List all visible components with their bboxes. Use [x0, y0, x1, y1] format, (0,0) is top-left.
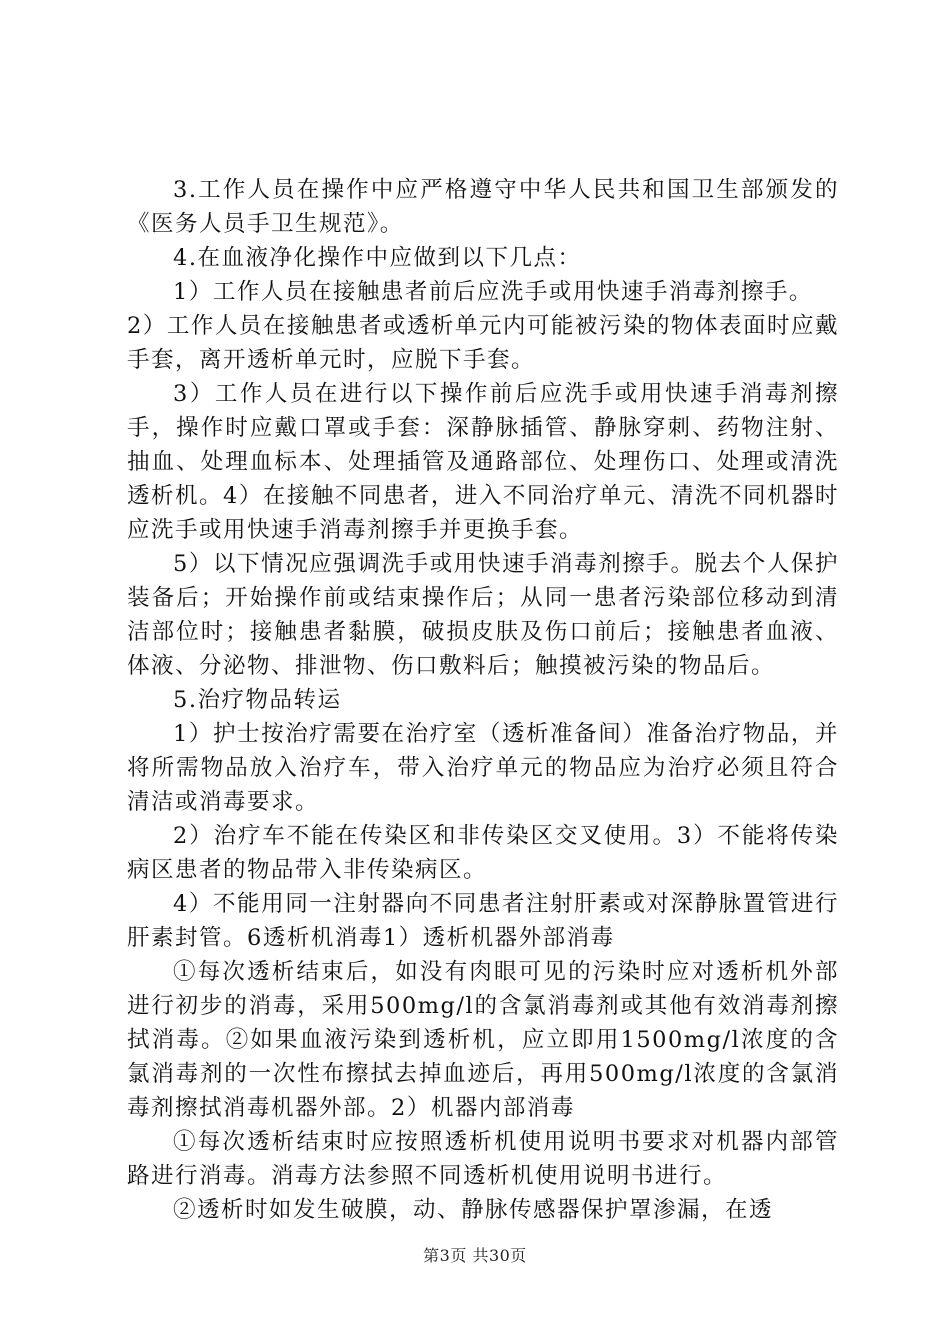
page-number-footer: 第3页 共30页: [423, 1246, 527, 1265]
paragraph-point-5: 5）以下情况应强调洗手或用快速手消毒剂擦手。脱去个人保护装备后；开始操作前或结束操作后；从同一患者污染部位移动到清洁部位时；接触患者黏膜，破损皮肤及伤口前后；接触患者血液、体液、分泌物、排泄物、伤口敷料后；触摸被污染的物品后。: [127, 551, 839, 679]
section-heading-transfer: 5.治疗物品转运: [173, 687, 342, 713]
paragraph-hand-hygiene-standard: 3.工作人员在操作中应严格遵守中华人民共和国卫生部颁发的《医务人员手卫生规范》。: [127, 177, 839, 237]
paragraph-external-disinfection: ①每次透析结束后，如没有肉眼可见的污染时应对透析机外部进行初步的消毒，采用500mg/l的含氯消毒剂或其他有效消毒剂擦拭消毒。②如果血液污染到透析机，应立即用1500mg/l浓度的含氯消毒剂的一次性布擦拭去掉血迹后，再用500mg/l浓度的含氯消毒剂擦拭消毒机器外部。2）机器内部消毒: [127, 959, 839, 1121]
paragraph-point-2: 2）工作人员在接触患者或透析单元内可能被污染的物体表面时应戴手套，离开透析单元时，应脱下手套。: [127, 313, 839, 373]
paragraph-point-3-4: 3）工作人员在进行以下操作前后应洗手或用快速手消毒剂擦手，操作时应戴口罩或手套：深静脉插管、静脉穿刺、药物注射、抽血、处理血标本、处理插管及通路部位、处理伤口、处理或清洗透析机。4）在接触不同患者，进入不同治疗单元、清洗不同机器时应洗手或用快速手消毒剂擦手并更换手套。: [127, 381, 839, 543]
paragraph-transfer-1: 1）护士按治疗需要在治疗室（透析准备间）准备治疗物品，并将所需物品放入治疗车，带入治疗单元的物品应为治疗必须且符合清洁或消毒要求。: [127, 721, 839, 815]
paragraph-transfer-4: 4）不能用同一注射器向不同患者注射肝素或对深静脉置管进行肝素封管。6透析机消毒1）透析机器外部消毒: [127, 891, 839, 951]
paragraph-internal-disinfection-1: ①每次透析结束时应按照透析机使用说明书要求对机器内部管路进行消毒。消毒方法参照不同透析机使用说明书进行。: [127, 1129, 839, 1189]
paragraph-internal-disinfection-2: ②透析时如发生破膜，动、静脉传感器保护罩渗漏，在透: [173, 1197, 774, 1223]
paragraph-blood-purification-points: 4.在血液净化操作中应做到以下几点：: [173, 245, 582, 271]
document-body: [127, 173, 839, 1227]
paragraph-transfer-2-3: 2）治疗车不能在传染区和非传染区交叉使用。3）不能将传染病区患者的物品带入非传染病区。: [127, 823, 839, 883]
paragraph-point-1: 1）工作人员在接触患者前后应洗手或用快速手消毒剂擦手。: [173, 279, 813, 305]
